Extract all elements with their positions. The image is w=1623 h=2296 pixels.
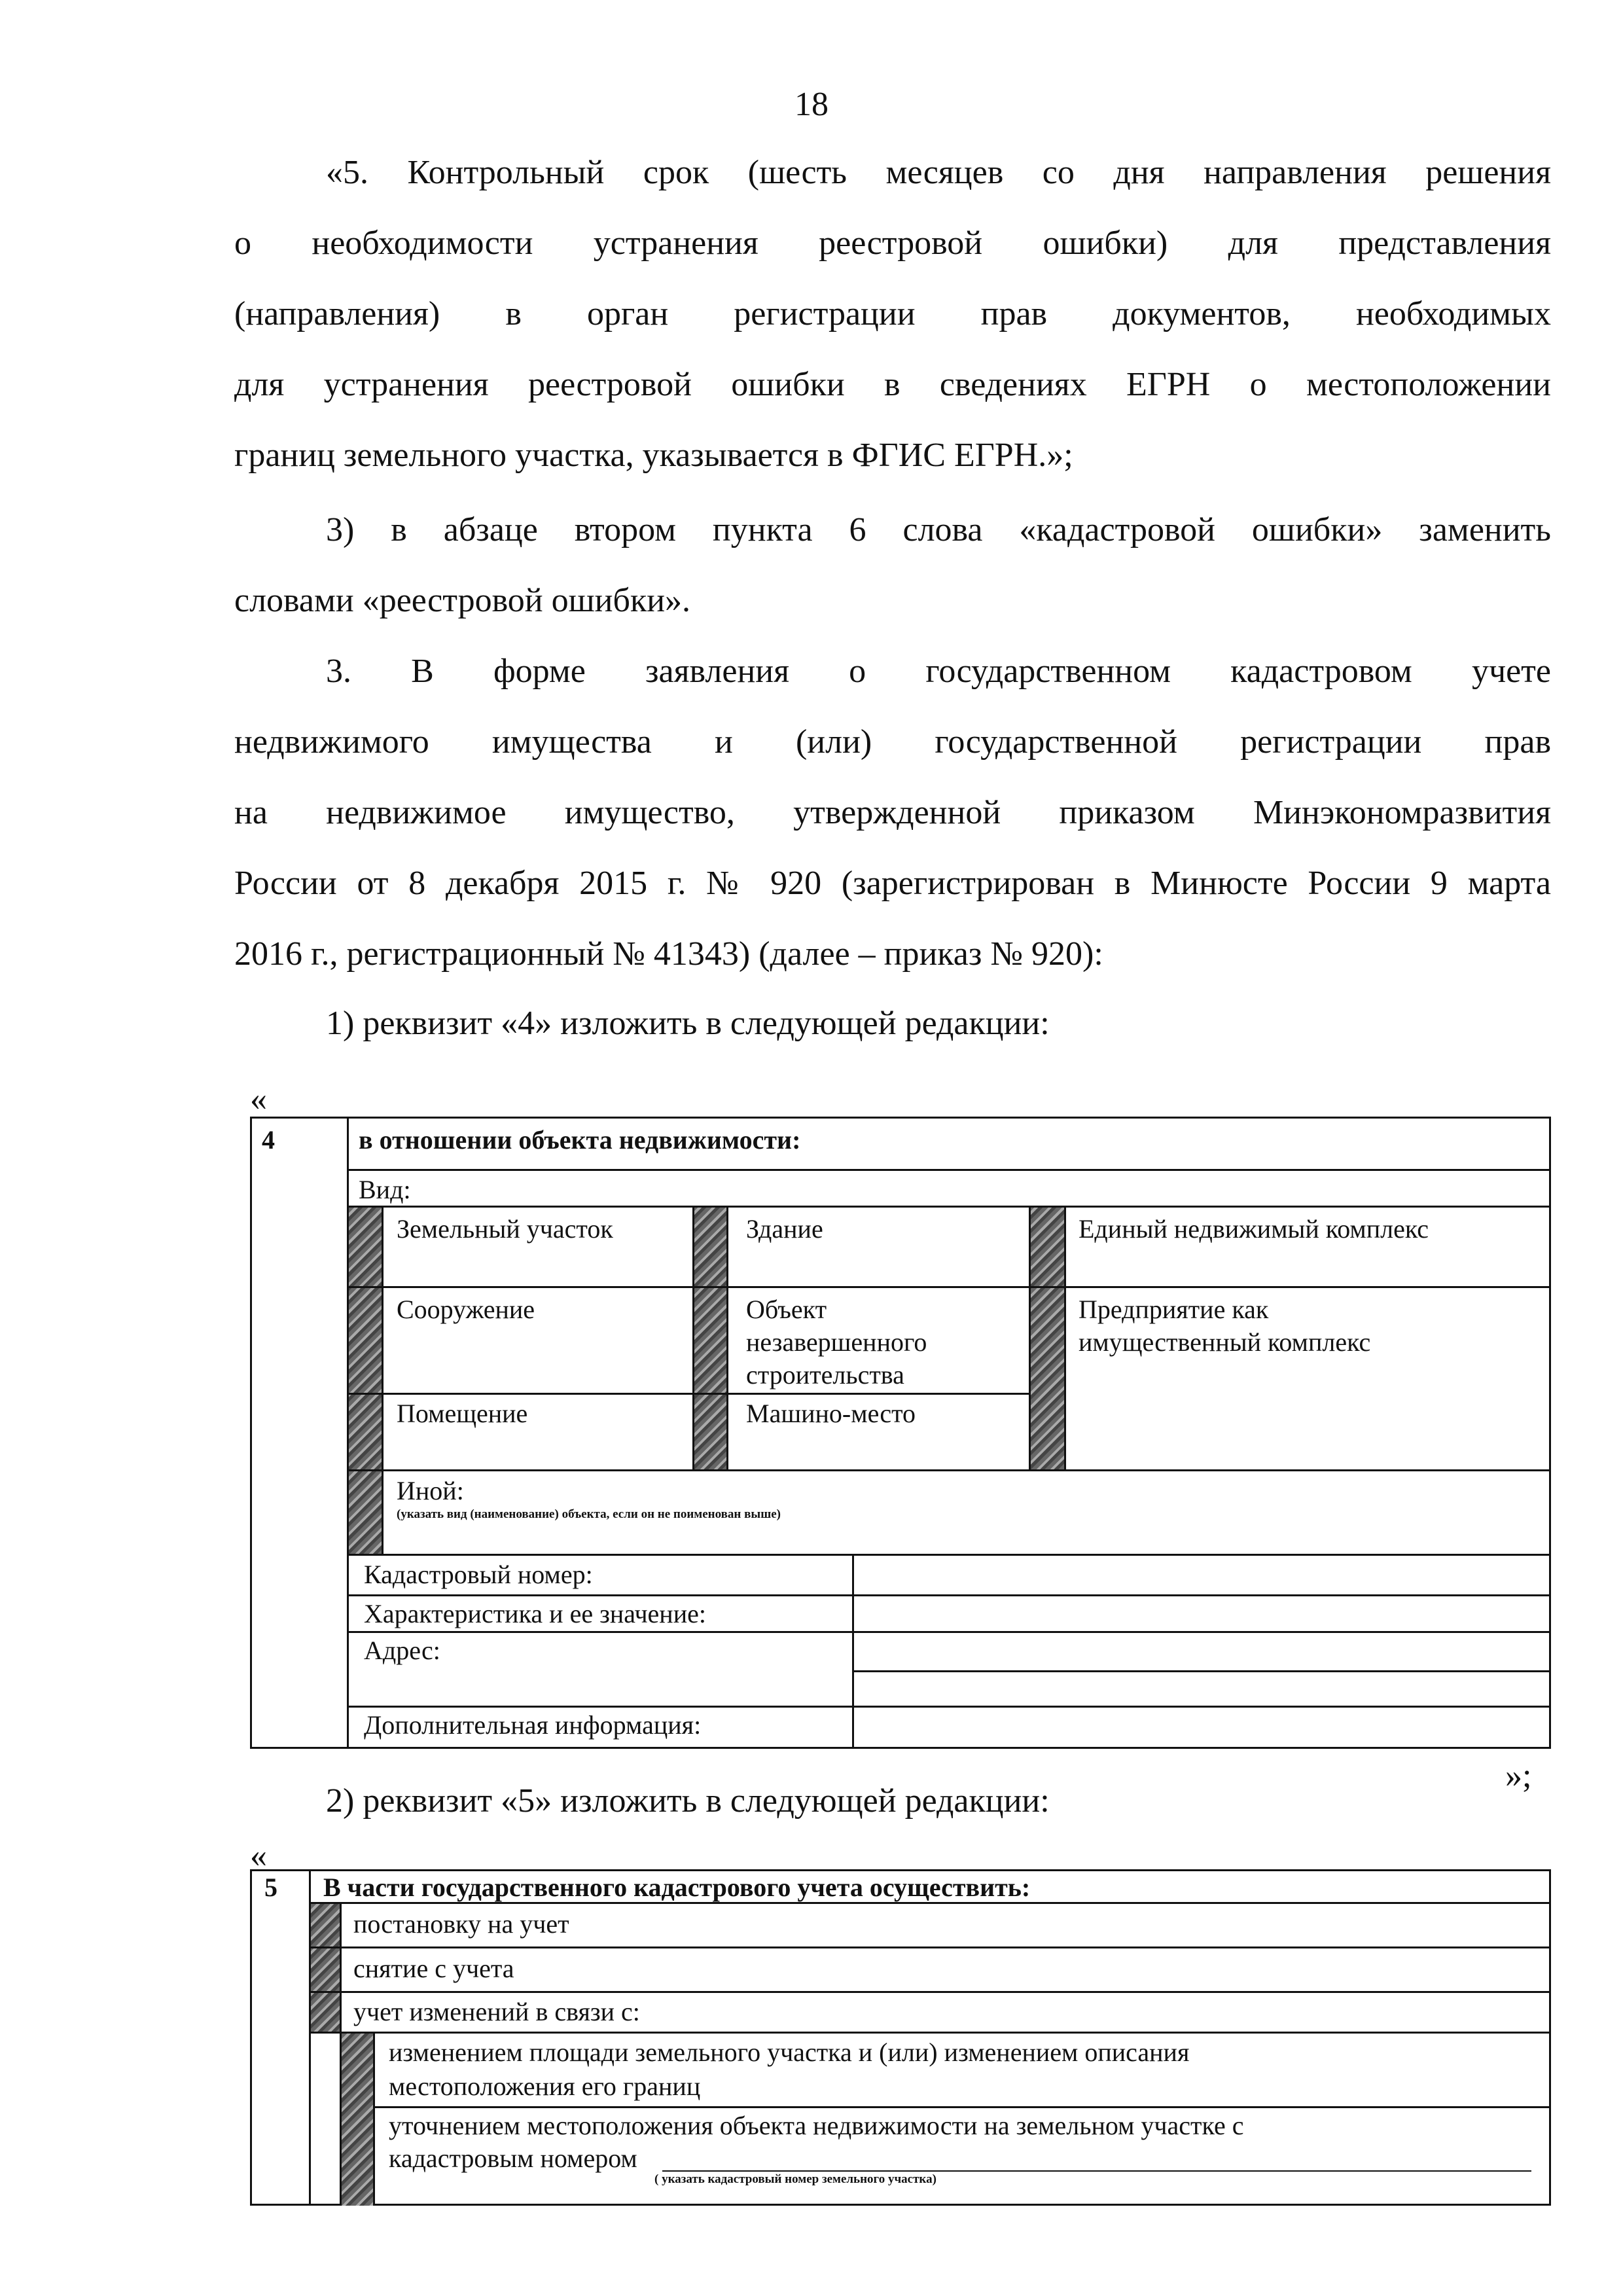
option-unified-complex: Единый недвижимый комплекс	[1079, 1214, 1429, 1244]
text-line: словами «реестровой ошибки».	[234, 582, 691, 619]
form-5-heading: В части государственного кадастрового учета осуществить:	[323, 1873, 1031, 1902]
cadastral-number-hint: ( указать кадастровый номер земельного участка)	[654, 2172, 936, 2186]
divider	[347, 1631, 1551, 1633]
item-1-text: 1) реквизит «4» изложить в следующей редакции:	[326, 1005, 1050, 1042]
divider	[726, 1208, 728, 1469]
divider	[347, 1393, 1031, 1395]
checkbox-column-middle[interactable]	[692, 1208, 726, 1469]
divider	[373, 2106, 1551, 2108]
divider	[852, 1554, 854, 1749]
text-line: недвижимого имущества и (или) государственной регистрации прав	[234, 723, 1551, 761]
item-2-text: 2) реквизит «5» изложить в следующей редакции:	[326, 1782, 1050, 1820]
paragraph-item-3	[234, 495, 1551, 636]
divider	[347, 1706, 1551, 1708]
divider	[382, 1208, 383, 1556]
option-registration: постановку на учет	[353, 1909, 569, 1939]
quote-open: «	[250, 1837, 267, 1874]
divider	[347, 1594, 1551, 1596]
divider	[1029, 1208, 1031, 1469]
paragraph-section-3	[234, 636, 1551, 990]
divider	[347, 1169, 1551, 1171]
field-cadastral-label: Кадастровый номер:	[364, 1560, 593, 1589]
divider	[347, 1206, 1551, 1208]
text-line: России от 8 декабря 2015 г. № 920 (зарегистрирован в Минюсте России 9 марта	[234, 865, 1551, 902]
option-enterprise-line: Предприятие как	[1079, 1295, 1269, 1324]
text-line: на недвижимое имущество, утвержденной приказом Минэкономразвития	[234, 794, 1551, 831]
option-enterprise-line: имущественный комплекс	[1079, 1327, 1371, 1357]
form-4-heading: в отношении объекта недвижимости:	[359, 1125, 801, 1155]
option-deregistration: снятие с учета	[353, 1954, 514, 1983]
option-unfinished-line: строительства	[746, 1360, 904, 1390]
other-hint: (указать вид (наименование) объекта, если он не поименован выше)	[397, 1507, 781, 1521]
option-premises: Помещение	[397, 1399, 528, 1428]
divider	[309, 1946, 1551, 1948]
quote-close: »;	[1505, 1757, 1532, 1795]
divider	[347, 1554, 1551, 1556]
option-land: Земельный участок	[397, 1214, 613, 1244]
divider	[309, 2032, 1551, 2034]
checkbox-column-left[interactable]	[349, 1208, 382, 1469]
text-line: 3. В форме заявления о государственном кадастровом учете	[326, 653, 1551, 690]
text-line: для устранения реестровой ошибки в сведениях ЕГРН о местоположении	[234, 366, 1551, 403]
option-unfinished-line: Объект	[746, 1295, 827, 1324]
field-characteristic-label: Характеристика и ее значение:	[364, 1599, 706, 1628]
form-5-number: 5	[264, 1873, 277, 1902]
text-line: 2016 г., регистрационный № 41343) (далее – приказ № 920):	[234, 935, 1103, 973]
divider	[309, 1991, 1551, 1993]
text-line: (направления) в орган регистрации прав документов, необходимых	[234, 295, 1551, 332]
kind-label: Вид:	[359, 1175, 411, 1204]
option-parking: Машино-место	[746, 1399, 916, 1428]
option-building: Здание	[746, 1214, 823, 1244]
option-location-line: кадастровым номером	[389, 2144, 637, 2173]
text-line: границ земельного участка, указывается в ФГИС ЕГРН.»;	[234, 437, 1073, 474]
paragraph-control-deadline	[234, 137, 1551, 491]
divider	[852, 1670, 1551, 1672]
divider	[692, 1208, 694, 1469]
option-area-change-line: изменением площади земельного участка и (или) изменением описания	[389, 2037, 1190, 2067]
field-address-label: Адрес:	[364, 1636, 440, 1665]
form-4-number: 4	[262, 1125, 275, 1155]
option-location-line: уточнением местоположения объекта недвижимости на земельном участке с	[389, 2111, 1244, 2140]
text-line: «5. Контрольный срок (шесть месяцев со дня направления решения	[326, 154, 1551, 191]
field-additional-label: Дополнительная информация:	[364, 1710, 702, 1740]
option-unfinished-line: незавершенного	[746, 1327, 927, 1357]
checkbox-column-right[interactable]	[1029, 1208, 1064, 1469]
checkbox-sub-column[interactable]	[342, 2034, 373, 2206]
divider	[347, 1286, 1551, 1288]
quote-open: «	[250, 1081, 267, 1118]
option-area-change-line: местоположения его границ	[389, 2072, 701, 2101]
other-label: Иной:	[397, 1476, 464, 1505]
divider	[1064, 1208, 1066, 1469]
option-changes: учет изменений в связи с:	[353, 1997, 640, 2026]
text-line: 3) в абзаце втором пункта 6 слова «кадастровой ошибки» заменить	[326, 511, 1551, 548]
checkbox-other[interactable]	[349, 1471, 382, 1554]
divider	[309, 1902, 1551, 1904]
text-line: о необходимости устранения реестровой ошибки) для представления	[234, 224, 1551, 262]
divider	[347, 1469, 1551, 1471]
page-number: 18	[794, 86, 829, 123]
option-structure: Сооружение	[397, 1295, 535, 1324]
checkbox-column[interactable]	[311, 1904, 340, 2034]
form-4-frame	[250, 1117, 1551, 1749]
divider	[373, 2032, 375, 2206]
divider	[340, 1902, 342, 2034]
